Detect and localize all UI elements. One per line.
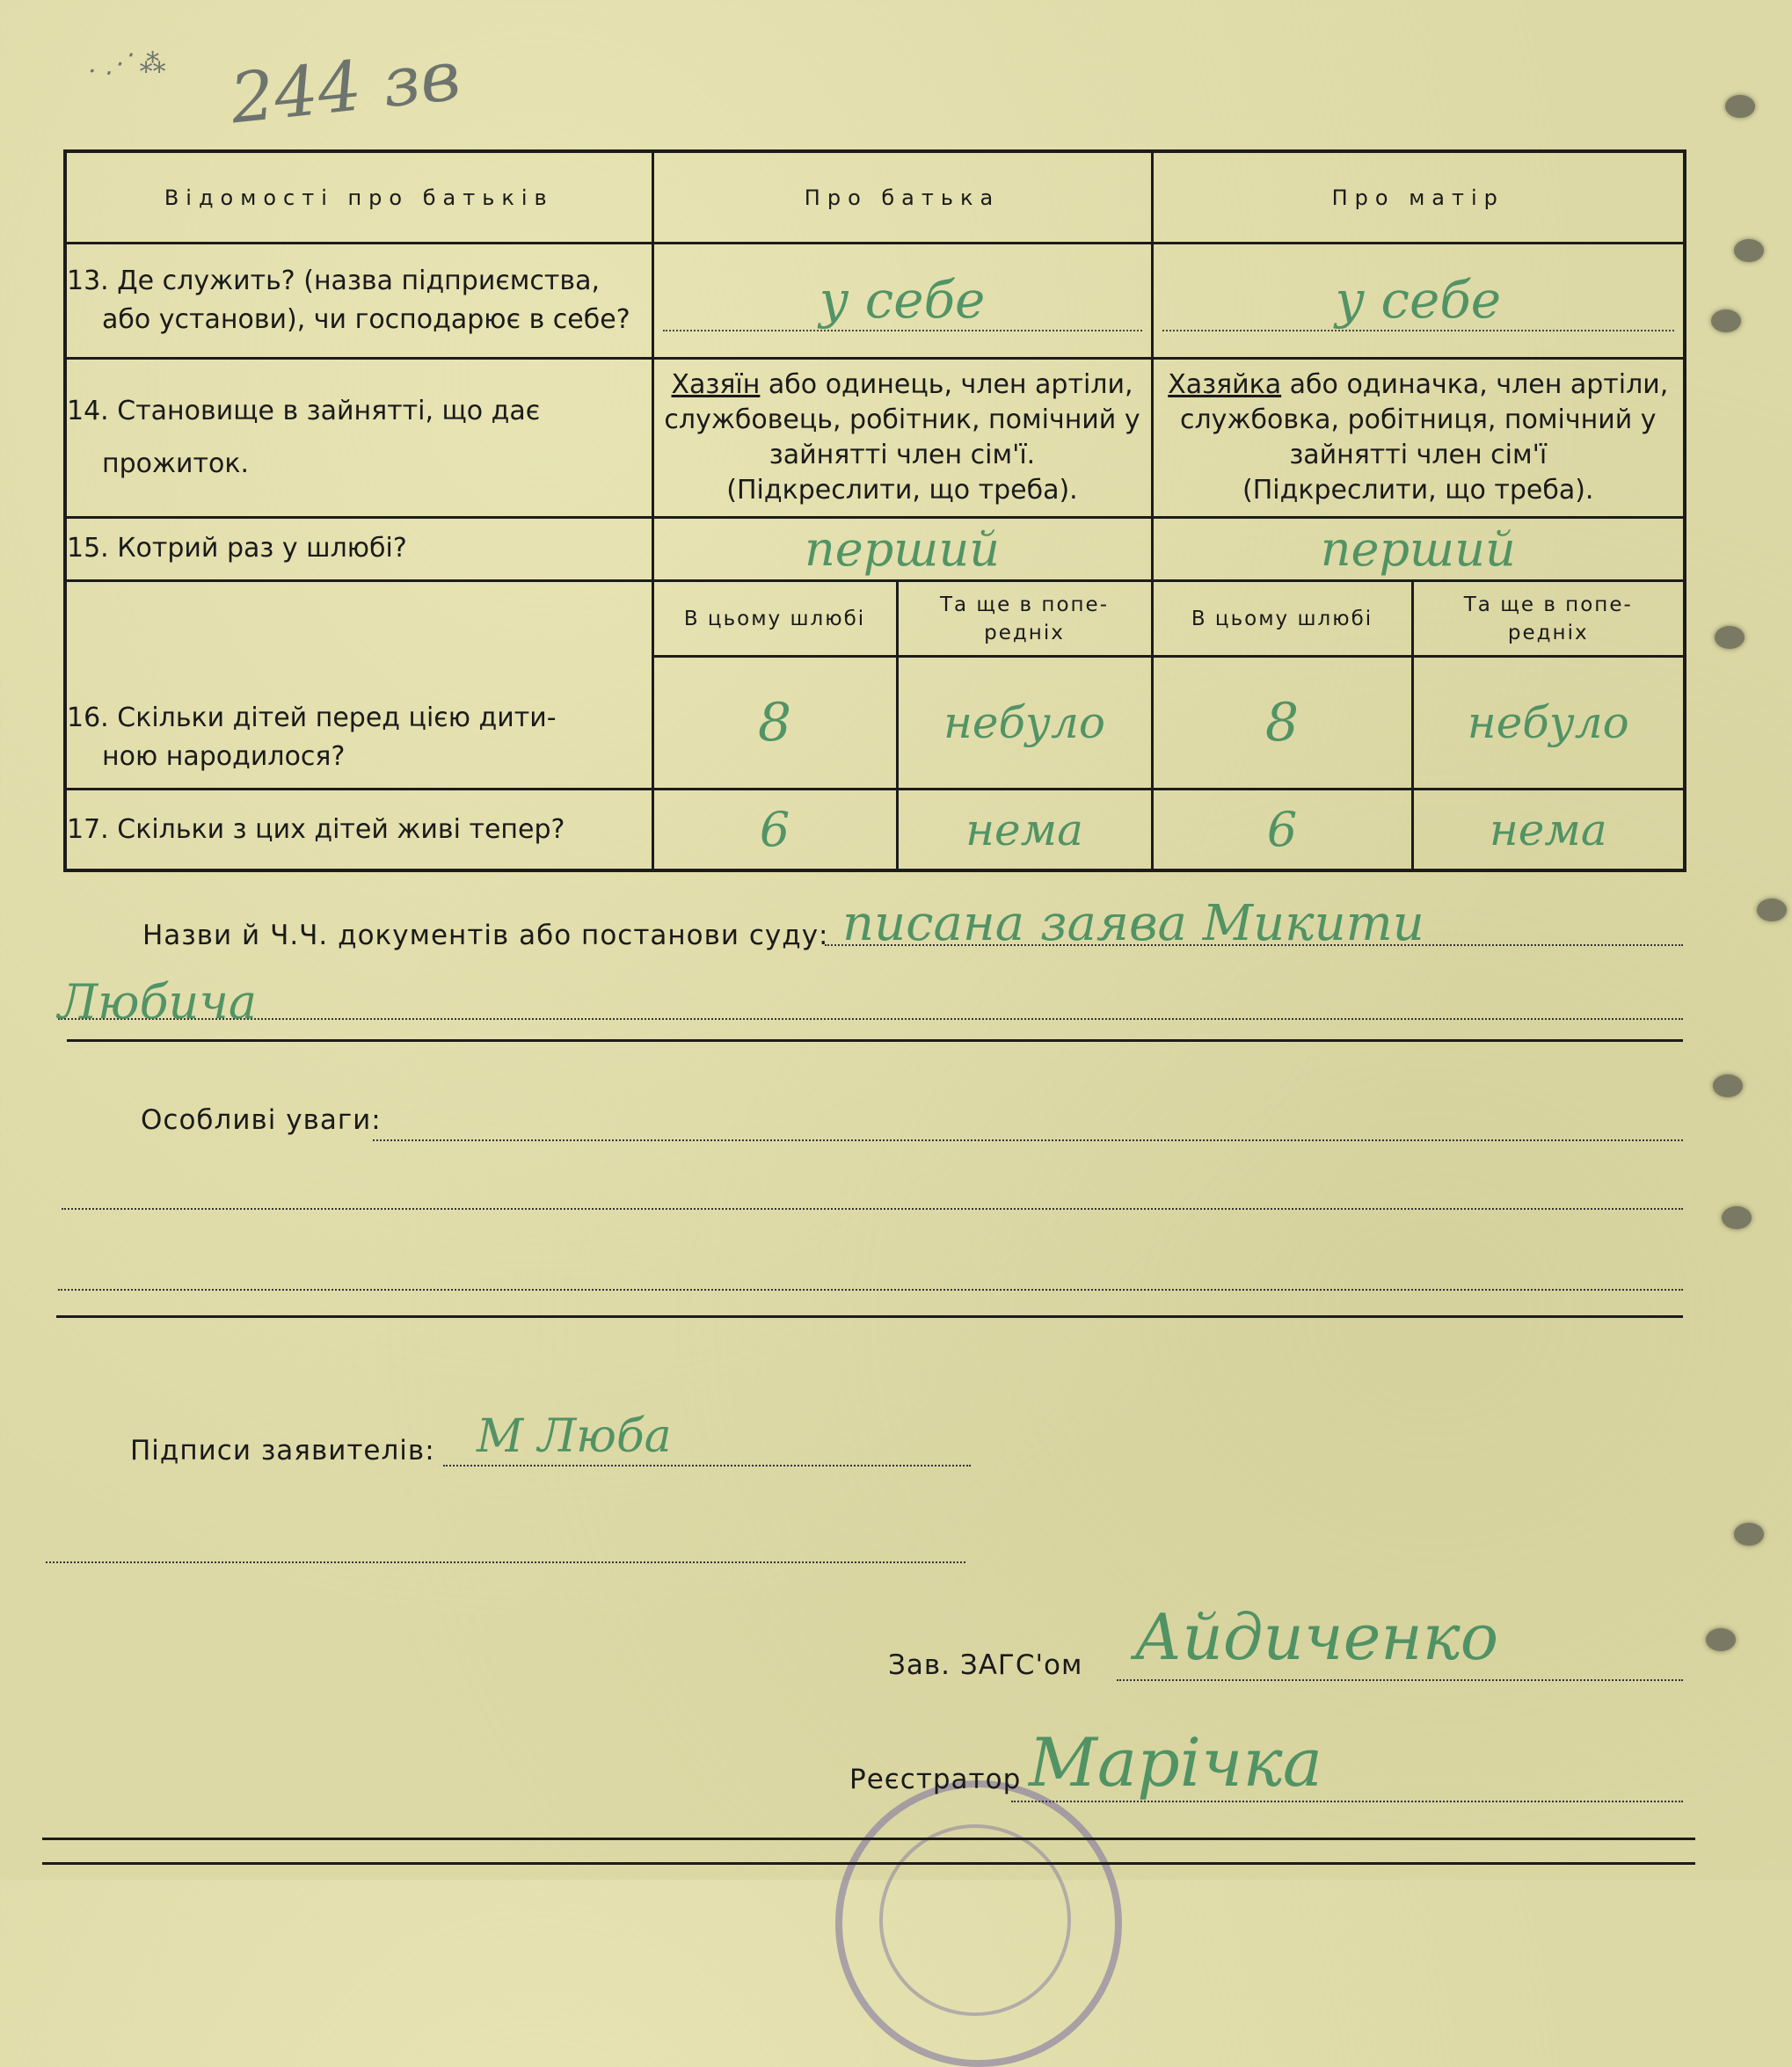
q16-label-line1: 16. Скільки дітей перед цією дити- [67, 702, 557, 733]
signatures-value: М Люба [477, 1410, 672, 1463]
q17-mother-this [1152, 790, 1412, 871]
q13-mother-cell [1152, 244, 1685, 359]
q16-answer: небуло [943, 697, 1105, 749]
q14-label-line2: прожиток. [102, 448, 250, 479]
subheader-text: В цьому шлюбі [1191, 607, 1373, 630]
q13-father-cell [652, 244, 1152, 359]
q17-mother-prev [1412, 790, 1685, 871]
section-divider [67, 1039, 1683, 1042]
q16-answer: 8 [1264, 692, 1300, 754]
bottom-rule [42, 1838, 1695, 1840]
q15-label [65, 517, 652, 580]
q16-mother-prev [1412, 657, 1685, 790]
subheader-text: В цьому шлюбі [683, 607, 866, 630]
zags-label: Зав. ЗАГС'ом [888, 1649, 1083, 1681]
q17-answer: 6 [759, 802, 790, 857]
q14-label-line1: 14. Становище в зайнятті, що дає [67, 395, 541, 426]
binding-hole [1734, 239, 1764, 262]
q14-mother-options-text: або одиначка, член артіли, службовка, робітниця, помічний у зайнятті член сім'ї [1180, 368, 1669, 470]
subheader-text: редніх [984, 621, 1065, 644]
binding-hole [1725, 95, 1755, 118]
binding-hole [1706, 1628, 1736, 1651]
q13-label-line2: або установи), чи господарює в себе? [102, 303, 630, 335]
remarks-label: Особливі уваги: [141, 1104, 382, 1136]
registry-stamp-inner-ring [879, 1824, 1071, 2016]
documents-value-2: Любича [58, 974, 258, 1030]
q17-label [65, 790, 652, 871]
q13-label-line1: 13. Де служить? (назва підприємства, [67, 265, 601, 296]
documents-value-1: писана заява Микити [842, 895, 1424, 952]
binding-hole [1722, 1206, 1752, 1229]
q17-father-this [652, 790, 897, 871]
archive-page-number: 244 зв [227, 36, 464, 140]
q17-answer: нема [965, 804, 1083, 855]
q14-father-note: (Підкреслити, що треба). [726, 474, 1078, 506]
q14-label [65, 358, 652, 517]
signatures-line-2 [46, 1530, 965, 1563]
q16-answer: 8 [757, 692, 792, 754]
header-label: Відомості про батьків [164, 185, 554, 210]
bottom-rule [42, 1862, 1695, 1865]
q17-answer: 6 [1266, 802, 1298, 857]
documents-line-2 [58, 974, 1683, 1030]
registrar-signature-line [1011, 1723, 1683, 1802]
documents-line-1 [825, 895, 1683, 952]
corner-marks: . ⋰ ⁂ [88, 48, 166, 79]
q15-mother-cell [1152, 517, 1685, 580]
q17-label-text: 17. Скільки з цих дітей живі тепер? [67, 813, 565, 845]
binding-hole [1711, 309, 1741, 332]
q15-mother-answer: перший [1320, 520, 1516, 577]
zags-signature-line [1117, 1600, 1683, 1681]
binding-hole [1713, 1074, 1743, 1097]
q16-mother-this [1152, 657, 1412, 790]
parents-info-table [63, 149, 1686, 872]
binding-hole [1715, 626, 1745, 649]
q14-father-options-text: або одинець, член артіли, службовець, робітник, помічний у зайнятті член сім'ї. [664, 368, 1140, 470]
q13-label [65, 244, 652, 359]
header-father [652, 151, 1152, 244]
q14-mother-options [1152, 358, 1685, 517]
q13-mother-answer: у себе [1162, 270, 1675, 331]
q17-answer: нема [1489, 804, 1607, 855]
documents-label: Назви й Ч.Ч. документів або постанови суду: [142, 920, 829, 951]
zags-signature: Айдиченко [1134, 1600, 1499, 1674]
subheader-text: редніх [1507, 621, 1589, 644]
q16-label [65, 580, 652, 789]
binding-hole [1734, 1523, 1764, 1546]
subheader-text: Та ще в попе- [939, 593, 1110, 616]
header-parents-info [65, 151, 652, 244]
subheader-mother-this [1152, 580, 1412, 656]
subheader-father-prev [897, 580, 1152, 656]
registrar-label: Реєстратор [849, 1764, 1022, 1795]
q14-mother-selected: Хазяйка [1168, 368, 1282, 400]
header-label: Про батька [804, 185, 1001, 210]
signatures-label: Підписи заявителів: [130, 1435, 435, 1467]
q13-father-answer: у себе [663, 270, 1142, 331]
subheader-mother-prev [1412, 580, 1685, 656]
remarks-line-3 [58, 1257, 1683, 1291]
registrar-signature: Марічка [1029, 1723, 1323, 1801]
q15-father-answer: перший [804, 520, 1000, 577]
q15-label-text: 15. Котрий раз у шлюбі? [67, 533, 407, 564]
section-divider [56, 1315, 1683, 1318]
binding-hole [1757, 899, 1787, 921]
q16-answer: небуло [1467, 697, 1629, 749]
q14-father-options [652, 358, 1152, 517]
header-label: Про матір [1331, 185, 1504, 210]
subheader-text: Та ще в попе- [1463, 593, 1633, 616]
q16-father-prev [897, 657, 1152, 790]
q15-father-cell [652, 517, 1152, 580]
subheader-father-this [652, 580, 897, 656]
remarks-line-1 [373, 1110, 1683, 1141]
q17-father-prev [897, 790, 1152, 871]
q14-father-selected: Хазяїн [671, 368, 761, 400]
q14-mother-note: (Підкреслити, що треба). [1242, 474, 1594, 506]
q16-father-this [652, 657, 897, 790]
q16-label-line2: ною народилося? [102, 740, 346, 772]
signatures-line [443, 1410, 971, 1467]
header-mother [1152, 151, 1685, 244]
remarks-line-2 [62, 1176, 1683, 1210]
